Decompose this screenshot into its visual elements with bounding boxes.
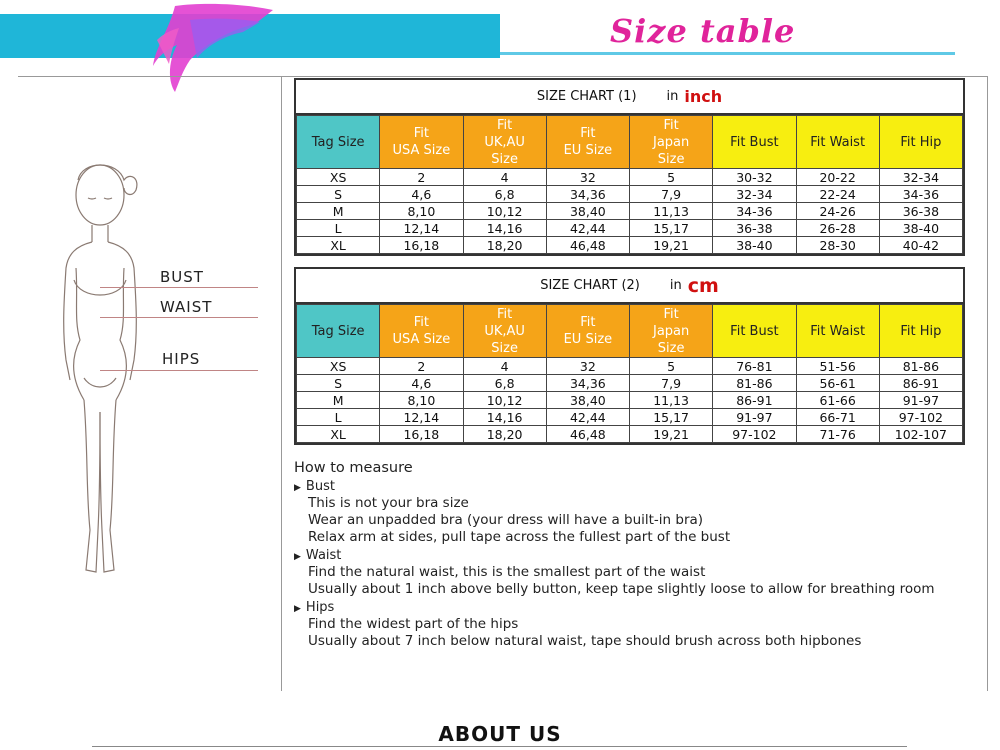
table-cell: 38-40 (879, 220, 962, 237)
table-cell: 32-34 (713, 186, 796, 203)
size-table-inch (296, 115, 963, 254)
col-fit-bust: Fit Bust (713, 305, 796, 358)
table-cell: 32 (546, 358, 629, 375)
table-cell: 36-38 (713, 220, 796, 237)
measure-heading: How to measure (294, 460, 413, 476)
table-cell: 38,40 (546, 392, 629, 409)
table-row (297, 186, 963, 203)
unit-label: cm (687, 274, 719, 297)
bullet-triangle-icon: ▶ (294, 604, 301, 614)
table-row (297, 220, 963, 237)
table-cell: 61-66 (796, 392, 879, 409)
unit-prefix: in (669, 278, 682, 293)
col-fit-waist: Fit Waist (796, 305, 879, 358)
bullet-triangle-icon: ▶ (294, 552, 301, 562)
table-cell: 5 (630, 169, 713, 186)
table-row (297, 392, 963, 409)
table-cell: 10,12 (463, 392, 546, 409)
table-cell: 76-81 (713, 358, 796, 375)
col-japan-size: Fit Japan Size (630, 116, 713, 169)
table-cell: 34,36 (546, 375, 629, 392)
table-cell: S (297, 375, 380, 392)
hips-label: HIPS (162, 350, 201, 368)
table-cell: 32 (546, 169, 629, 186)
table-cell: 91-97 (713, 409, 796, 426)
measure-instruction: This is not your bra size (308, 495, 469, 511)
table-cell: 32-34 (879, 169, 962, 186)
col-fit-bust: Fit Bust (713, 116, 796, 169)
table-cell: 38,40 (546, 203, 629, 220)
table-cell: 102-107 (879, 426, 962, 443)
table-cell: 12,14 (380, 409, 463, 426)
col-ukau-size: Fit UK,AU Size (463, 116, 546, 169)
table-cell: L (297, 409, 380, 426)
table-cell: 22-24 (796, 186, 879, 203)
unit-label: inch (684, 87, 723, 106)
table-cell: 6,8 (463, 375, 546, 392)
table-cell: 46,48 (546, 426, 629, 443)
measure-item (294, 479, 984, 546)
table-cell: 4 (463, 169, 546, 186)
chart-header (296, 80, 963, 115)
size-table-cm (296, 304, 963, 443)
page-title: Size table (610, 12, 796, 50)
table-cell: 19,21 (630, 426, 713, 443)
table-cell: 19,21 (630, 237, 713, 254)
table-cell: 81-86 (879, 358, 962, 375)
table-cell: 5 (630, 358, 713, 375)
col-eu-size: Fit EU Size (546, 116, 629, 169)
table-cell: 24-26 (796, 203, 879, 220)
table-cell: 36-38 (879, 203, 962, 220)
table-cell: 26-28 (796, 220, 879, 237)
measure-instruction: Find the widest part of the hips (308, 616, 519, 632)
table-cell: 4,6 (380, 375, 463, 392)
table-cell: 16,18 (380, 426, 463, 443)
table-cell: 15,17 (630, 409, 713, 426)
table-cell: 18,20 (463, 237, 546, 254)
table-cell: 18,20 (463, 426, 546, 443)
frame-border-top (18, 76, 988, 77)
table-cell: 14,16 (463, 220, 546, 237)
table-row (297, 358, 963, 375)
table-cell: XL (297, 237, 380, 254)
table-row (297, 426, 963, 443)
table-cell: 16,18 (380, 237, 463, 254)
size-chart-cm (294, 267, 965, 445)
table-cell: 30-32 (713, 169, 796, 186)
bullet-triangle-icon: ▶ (294, 483, 301, 493)
table-cell: 11,13 (630, 392, 713, 409)
table-row (297, 375, 963, 392)
table-cell: 46,48 (546, 237, 629, 254)
table-body (297, 169, 963, 254)
table-cell: M (297, 392, 380, 409)
table-cell: 28-30 (796, 237, 879, 254)
table-cell: XL (297, 426, 380, 443)
table-cell: M (297, 203, 380, 220)
about-us-rule (92, 746, 907, 747)
table-row (297, 169, 963, 186)
unit-prefix: in (666, 89, 679, 104)
table-row (297, 203, 963, 220)
table-cell: 10,12 (463, 203, 546, 220)
about-us-heading: ABOUT US (438, 722, 562, 746)
table-cell: 8,10 (380, 203, 463, 220)
table-cell: 4 (463, 358, 546, 375)
table-cell: 91-97 (879, 392, 962, 409)
waist-guide-line (100, 317, 258, 318)
size-chart-inch (294, 78, 965, 256)
measure-instruction: Find the natural waist, this is the smallest part of the waist (308, 564, 706, 580)
frame-border-left (281, 76, 282, 691)
col-usa-size: Fit USA Size (380, 116, 463, 169)
chart-title: SIZE CHART (2) (540, 278, 640, 293)
measure-instruction: Wear an unpadded bra (your dress will have a built-in bra) (308, 512, 704, 528)
table-cell: 14,16 (463, 409, 546, 426)
table-cell: 11,13 (630, 203, 713, 220)
table-cell: L (297, 220, 380, 237)
col-fit-waist: Fit Waist (796, 116, 879, 169)
header-row (297, 305, 963, 358)
how-to-measure-section (294, 460, 984, 650)
table-cell: 42,44 (546, 220, 629, 237)
table-cell: 7,9 (630, 186, 713, 203)
table-cell: 40-42 (879, 237, 962, 254)
table-cell: S (297, 186, 380, 203)
measure-item (294, 600, 984, 650)
table-cell: 86-91 (879, 375, 962, 392)
table-cell: 86-91 (713, 392, 796, 409)
col-fit-hip: Fit Hip (879, 116, 962, 169)
table-cell: 71-76 (796, 426, 879, 443)
table-cell: 97-102 (879, 409, 962, 426)
table-cell: 81-86 (713, 375, 796, 392)
col-tag-size: Tag Size (297, 116, 380, 169)
header-rule (500, 52, 955, 55)
table-cell: 51-56 (796, 358, 879, 375)
table-cell: 20-22 (796, 169, 879, 186)
table-cell: 34-36 (879, 186, 962, 203)
table-cell: XS (297, 169, 380, 186)
table-cell: 7,9 (630, 375, 713, 392)
table-cell: 12,14 (380, 220, 463, 237)
table-cell: 42,44 (546, 409, 629, 426)
col-fit-hip: Fit Hip (879, 305, 962, 358)
frame-border-right (987, 76, 988, 691)
paint-brush-decoration (135, 0, 280, 95)
header-row (297, 116, 963, 169)
table-cell: 4,6 (380, 186, 463, 203)
table-cell: 15,17 (630, 220, 713, 237)
measure-sections (294, 479, 984, 650)
measure-instruction: Usually about 1 inch above belly button, keep tape slightly loose to allow for breathing room (308, 581, 935, 597)
measure-item-title: ▶ Waist (294, 548, 342, 563)
table-row (297, 409, 963, 426)
measure-item-title: ▶ Bust (294, 479, 335, 494)
col-tag-size: Tag Size (297, 305, 380, 358)
col-japan-size: Fit Japan Size (630, 305, 713, 358)
table-body (297, 358, 963, 443)
bust-label: BUST (160, 268, 204, 286)
measure-item-title: ▶ Hips (294, 600, 335, 615)
measure-instruction: Usually about 7 inch below natural waist, tape should brush across both hipbones (308, 633, 862, 649)
table-cell: 2 (380, 358, 463, 375)
table-cell: 6,8 (463, 186, 546, 203)
waist-label: WAIST (160, 298, 213, 316)
table-cell: 97-102 (713, 426, 796, 443)
bust-guide-line (100, 287, 258, 288)
col-eu-size: Fit EU Size (546, 305, 629, 358)
table-cell: 34,36 (546, 186, 629, 203)
col-usa-size: Fit USA Size (380, 305, 463, 358)
body-figure-illustration (40, 150, 160, 580)
chart-title: SIZE CHART (1) (536, 89, 637, 104)
table-row (297, 237, 963, 254)
measure-item (294, 548, 984, 598)
table-cell: 34-36 (713, 203, 796, 220)
col-ukau-size: Fit UK,AU Size (463, 305, 546, 358)
table-cell: 38-40 (713, 237, 796, 254)
measure-instruction: Relax arm at sides, pull tape across the fullest part of the bust (308, 529, 731, 545)
table-cell: 2 (380, 169, 463, 186)
table-cell: XS (297, 358, 380, 375)
table-cell: 8,10 (380, 392, 463, 409)
table-cell: 56-61 (796, 375, 879, 392)
hips-guide-line (100, 370, 258, 371)
table-cell: 66-71 (796, 409, 879, 426)
chart-header (296, 269, 963, 304)
